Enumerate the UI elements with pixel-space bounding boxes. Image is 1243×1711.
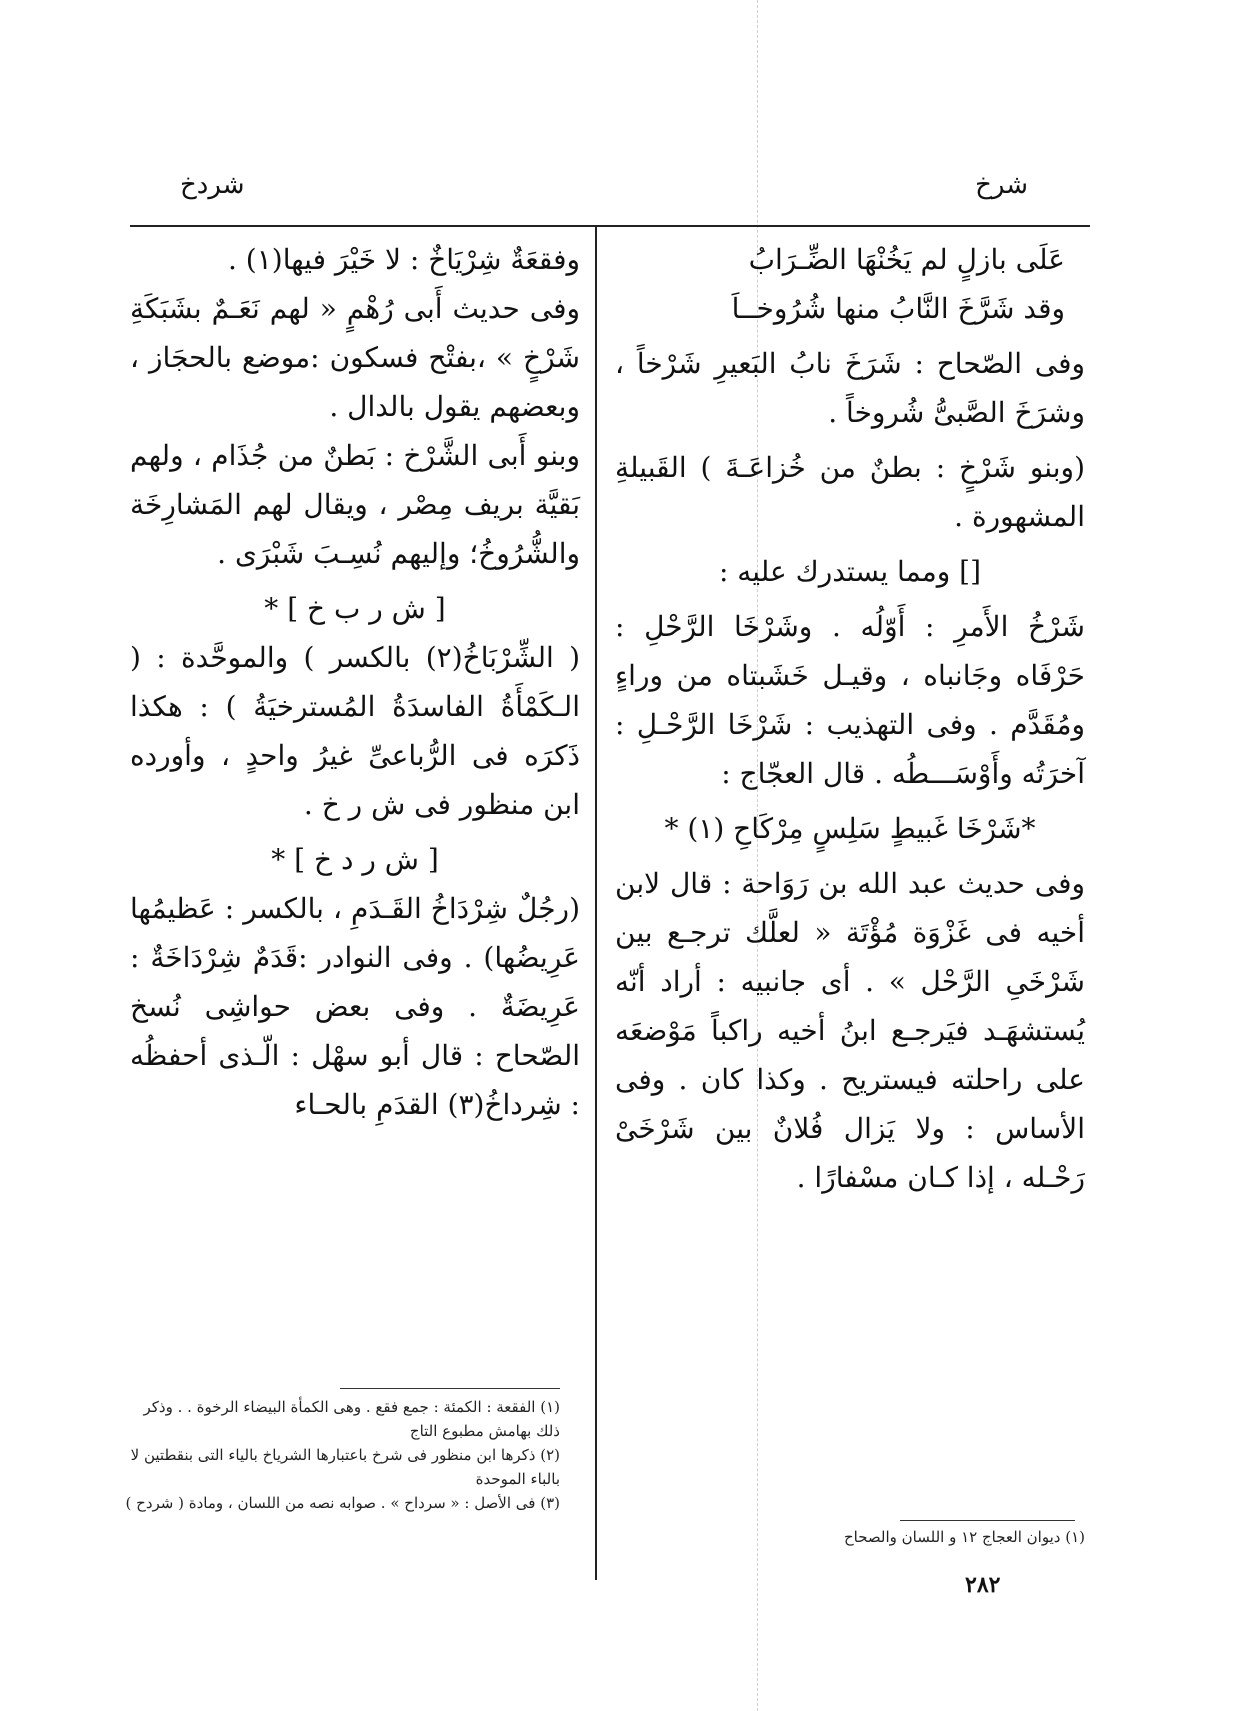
footnote: (١) الفقعة : الكمئة : جمع فقع . وهى الكمأة البيضاء الرخوة . . وذكر ذلك بهامش مطبوع التاج — [143, 1398, 560, 1440]
paragraph: وفى الصّحاح : شَرَخَ نابُ البَعيرِ شَرْخاً ، وشرَخَ الصَّبىُّ شُروخاً . — [615, 347, 1085, 429]
entry-heading: [ ش ر ب خ ] * — [264, 592, 446, 625]
paragraph: وبنو أَبى الشَّرْخ : بَطنٌ من جُذَام ، ولهم بَقيَّة بريف مِصْر ، ويقال لهم المَشارِخَة والشُّرُوخُ؛ وإليهم نُسِـبَ شَبْرَى . — [130, 439, 580, 570]
paragraph: وفى حديث أَبى رُهْمٍ « لهم نَعَـمٌ بشَبَكَةِ شَرْخٍ » ،بفتْح فسكون :موضع بالحجَاز ، وبعضهم يقول بالدال . — [130, 292, 580, 423]
footnote: (٢) ذكرها ابن منظور فى شرخ باعتبارها الشرياخ بالياء التى بنقطتين لا بالباء الموحدة — [130, 1446, 560, 1488]
entry-heading: [ ش ر د خ ] * — [271, 843, 439, 876]
paragraph: (وبنو شَرْخٍ : بطنٌ من خُزاعَـةَ ) القَبيلةِ المشهورة . — [615, 451, 1085, 533]
header-rule — [130, 225, 1090, 227]
right-column — [615, 235, 1085, 1202]
footnotes-right — [700, 1525, 1085, 1549]
paragraph: (رجُلٌ شِرْدَاخُ القَـدَمِ ، بالكسر : عَظيمُها عَرِيضُها) . وفى النوادر :قَدَمٌ شِرْدَاخَةٌ : عَرِيضَةٌ . وفى بعض حواشِى نُسخ الصّحاح : قال أبو سهْل : الّـذى أحفظُه : شِرداخُ(٣) القدَمِ بالحـاء — [130, 892, 580, 1121]
footnote: (١) ديوان العجاج ١٢ و اللسان والصحاح — [843, 1528, 1085, 1546]
paragraph: شَرْخُ الأَمرِ : أَوّلُه . وشَرْخَا الرَّحْلِ : حَرْفَاه وجَانباه ، وقيـل خَشَبتاه من وراءٍ ومُقَدَّم . وفى التهذيب : شَرْخَا الرَّحْـلِ : آخرَتُه وأَوْسَـــطُه . قال العجّاج : — [615, 610, 1085, 790]
footnote: (٣) فى الأصل : « سرداح » . صوابه نصه من اللسان ، ومادة ( شردح ) — [125, 1494, 560, 1512]
paragraph: ( الشِّرْبَاخُ(٢) بالكسر ) والموحَّدة : ( الـكَمْأَةُ الفاسدَةُ المُسترخيَةُ ) : هكذا ذَكرَه فى الرُّباعىِّ غيرُ واحدٍ ، وأورده ابن منظور فى ش ر خ . — [130, 641, 580, 821]
header-left-title: شردخ — [180, 170, 245, 200]
footnote-rule — [340, 1388, 560, 1389]
verse-line: *شَرْخَا غَبيطٍ سَلِسٍ مِرْكَاحِ (١) * — [664, 812, 1036, 845]
verse-line: عَلَى بازلٍ لم يَخُنْهَا الضِّـرَابُ — [748, 243, 1065, 276]
page-number: ٢٨٢ — [965, 1572, 1001, 1598]
paragraph: [] ومما يستدرك عليه : — [718, 555, 982, 588]
footnotes-left — [120, 1395, 560, 1515]
column-divider — [595, 225, 597, 1580]
verse-line: وقد شَرَّخَ النَّابُ منها شُرُوخــاَ — [731, 292, 1065, 325]
left-column — [130, 235, 580, 1129]
paragraph: وفى حديث عبد الله بن رَوَاحة : قال لابن أخيه فى غَزْوَة مُؤْتَة « لعلَّك ترجـع بين شَرْخَىِ الرَّحْل » . أى جانبيه : أراد أنّه يُستشهَـد فيَرجـع ابنُ أخيه راكباً مَوْضعَه على راحلته فيستريح . وكذا كان . وفى الأساس : ولا يَزال فُلانٌ بين شَرْخَىْ رَحْـله ، إذا كـان مسْفارًا . — [615, 867, 1085, 1194]
paragraph: وفقعَةٌ شِرْيَاخٌ : لا خَيْرَ فيها(١) . — [228, 243, 580, 276]
footnote-rule — [900, 1520, 1075, 1521]
header-right-title: شرخ — [975, 170, 1028, 200]
